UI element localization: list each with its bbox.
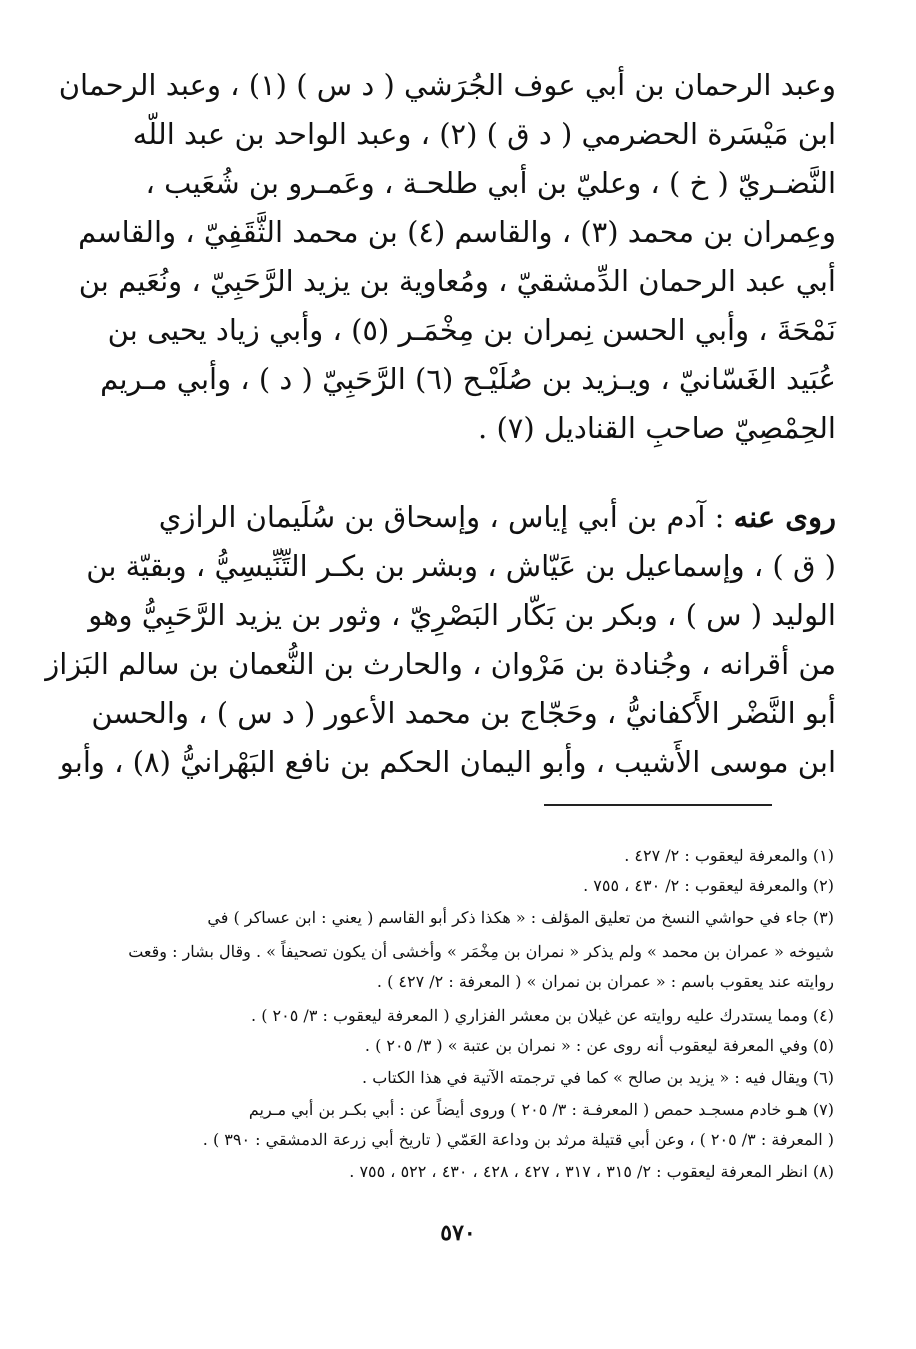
text-line: الحِمْصِيّ صاحبِ القناديل (٧) . <box>478 411 836 445</box>
footnote: (٨) انظر المعرفة ليعقوب : ٢/ ٣١٥ ، ٣١٧ ، ٤٢٧ ، ٤٢٨ ، ٤٣٠ ، ٥٢٢ ، ٧٥٥ . <box>349 1162 834 1181</box>
footnote: (٢) والمعرفة ليعقوب : ٢/ ٤٣٠ ، ٧٥٥ . <box>583 876 834 895</box>
text-line: أبو النَّضْر الأَكفانيُّ ، وحَجّاج بن محمد الأعور ( د س ) ، والحسن <box>91 696 836 730</box>
footnote: ( المعرفة : ٣/ ٢٠٥ ) ، وعن أبي قتيلة مرثد بن وداعة العَمّي ( تاريخ أبي زرعة الدمشقي : ٣٩٠ ) . <box>202 1130 834 1149</box>
text-line <box>86 492 836 544</box>
text-line: النَّضـريّ ( خ ) ، وعليّ بن أبي طلحـة ، وعَمـرو بن شُعَيب ، <box>145 166 836 200</box>
narrators-heading: روى عنه <box>733 500 836 534</box>
text-line: نَمْحَةَ ، وأبي الحسن نِمران بن مِخْمَـر (٥) ، وأبي زياد يحيى بن <box>107 313 836 347</box>
footnote: (٤) ومما يستدرك عليه روايته عن غيلان بن معشر الفزاري ( المعرفة ليعقوب : ٣/ ٢٠٥ ) . <box>251 1006 834 1025</box>
text-line: وعبد الرحمان بن أبي عوف الجُرَشي ( د س ) (١) ، وعبد الرحمان <box>58 68 836 102</box>
text-span: : آدم بن أبي إياس ، وإسحاق بن سُلَيمان الرازي <box>158 500 734 534</box>
text-line: ابن موسى الأَشيب ، وأبو اليمان الحكم بن نافع البَهْرانيُّ (٨) ، وأبو <box>59 745 836 779</box>
footnote: شيوخه « عمران بن محمد » ولم يذكر « نمران بن مِخْمَر » وأخشى أن يكون تصحيفاً » . وقال بشار : وقعت <box>128 942 834 961</box>
text-line: وعِمران بن محمد (٣) ، والقاسم (٤) بن محمد الثَّقَفِيّ ، والقاسم <box>78 215 836 249</box>
footnote: (٣) جاء في حواشي النسخ من تعليق المؤلف : « هكذا ذكر أبو القاسم ( يعني : ابن عساكر ) في <box>207 908 834 927</box>
footnote-divider <box>544 804 772 806</box>
footnote: (٦) ويقال فيه : « يزيد بن صالح » كما في ترجمته الآتية في هذا الكتاب . <box>362 1068 834 1087</box>
text-line: ابن مَيْسَرة الحضرمي ( د ق ) (٢) ، وعبد الواحد بن عبد اللّه <box>132 117 836 151</box>
text-line: الوليد ( س ) ، وبكر بن بَكّار البَصْرِيّ ، وثور بن يزيد الرَّحَبِيُّ وهو <box>88 598 836 632</box>
text-line: أبي عبد الرحمان الدِّمشقيّ ، ومُعاوية بن يزيد الرَّحَبِيّ ، ونُعَيم بن <box>78 264 836 298</box>
footnote: (١) والمعرفة ليعقوب : ٢/ ٤٢٧ . <box>624 846 834 865</box>
footnote: (٥) وفي المعرفة ليعقوب أنه روى عن : « نمران بن عتبة » ( ٣/ ٢٠٥ ) . <box>364 1036 834 1055</box>
footnote: روايته عند يعقوب باسم : « عمران بن نمران » ( المعرفة : ٢/ ٤٢٧ ) . <box>376 972 834 991</box>
text-line: عُبَيد الغَسّانيّ ، ويـزيد بن صُلَيْـح (٦) الرَّحَبِيّ ( د ) ، وأبي مـريم <box>100 362 836 396</box>
footnote: (٧) هـو خادم مسجـد حمص ( المعرفـة : ٣/ ٢٠٥ ) وروى أيضاً عن : أبي بكـر بن أبي مـريم <box>248 1100 834 1119</box>
text-line: من أقرانه ، وجُنادة بن مَرْوان ، والحارث بن النُّعمان بن سالم البَزاز <box>45 647 836 681</box>
page-number: ٥٧٠ <box>440 1220 476 1246</box>
text-line: ( ق ) ، وإسماعيل بن عَيّاش ، وبشر بن بكـر التِّنِّيسِيُّ ، وبقيّة بن <box>86 549 836 583</box>
